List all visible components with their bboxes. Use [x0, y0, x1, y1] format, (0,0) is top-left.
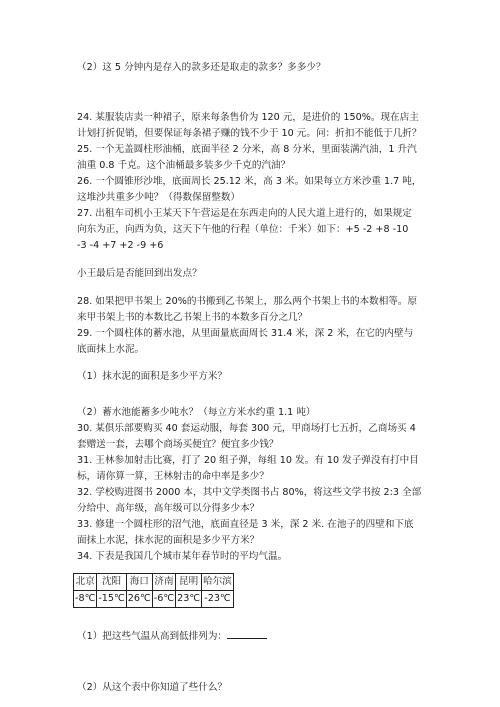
q26-line1: 26. 一个圆锥形沙堆，底面周长 25.12 米，高 3 米。如果每立方米沙重 1.7 吨，	[77, 176, 422, 187]
table-cell-city: 北京	[74, 574, 97, 591]
table-row-cities	[74, 574, 234, 591]
table-cell-temp: 23℃	[176, 591, 202, 608]
city-temperature-table	[73, 573, 234, 608]
q34-part1-text: （1）把这些气温从高到低排列为：	[77, 631, 228, 642]
table-row-temps	[74, 591, 234, 608]
table-cell-city: 哈尔滨	[202, 574, 234, 591]
q25-line1: 25. 一个无盖圆柱形油桶，底面半径 2 分米，高 8 分米，里面装满汽油，1 升汽	[77, 144, 417, 155]
q30-line1: 30. 某俱乐部要购买 40 套运动服，每套 300 元，甲商场打七五折，乙商场买 4	[77, 423, 416, 434]
table-cell-city: 海口	[126, 574, 152, 591]
q29-part2: （2）蓄水池能蓄多少吨水？（每立方米水约重 1.1 吨）	[77, 407, 316, 418]
q32-line2: 分给中、高年级，高年级可以分得多少本？	[77, 503, 260, 514]
table-cell-temp: -23℃	[202, 591, 234, 608]
answer-blank[interactable]	[227, 627, 267, 639]
table-cell-city: 济南	[152, 574, 175, 591]
q27-line2: 向东为正，向西为负，这天下午他的行程（单位：千米）如下：+5 -2 +8 -10	[77, 224, 409, 235]
q27-line3: -3 -4 +7 +2 -9 +6	[77, 240, 164, 251]
q33-line1: 33. 修建一个圆柱形的沼气池，底面直径是 3 米，深 2 米. 在池子的四壁和下底	[77, 519, 414, 530]
q24-line2: 计划打折促销，但要保证每条裙子赚的钱不少于 10 元。问：折扣不能低于几折？	[77, 128, 422, 139]
q34-line1: 34. 下表是我国几个城市某年春节时的平均气温。	[77, 551, 288, 562]
q29-line1: 29. 一个圆柱体的蓄水池，从里面量底面周长 31.4 米，深 2 米，在它的内壁与	[77, 328, 414, 339]
q31-line1: 31. 王林参加射击比赛，打了 20 组子弹，每组 10 发。有 10 发子弹没有打中目	[77, 455, 419, 466]
q24-line1: 24. 某服装店卖一种裙子，原来每条售价为 120 元，是进价的 150%。现在店主	[77, 112, 419, 123]
table-cell-temp: -8℃	[74, 591, 97, 608]
q26-line2: 这堆沙共重多少吨？（得数保留整数）	[77, 192, 241, 203]
q28-line2: 来甲书架上书的本数比乙书架上书的本数多百分之几？	[77, 312, 308, 323]
table-cell-temp: -15℃	[97, 591, 126, 608]
q28-line1: 28. 如果把甲书架上 20%的书搬到乙书架上，那么两个书架上书的本数相等。原	[77, 296, 418, 307]
table-cell-temp: -6℃	[152, 591, 175, 608]
q23-part2-text: （2）这 5 分钟内是存入的款多还是取走的款多？多多少？	[77, 62, 326, 73]
q31-line2: 标，请你算一算，王林射击的命中率是多少？	[77, 471, 269, 482]
q29-line2: 底面抹上水泥。	[77, 344, 145, 355]
q27-line1: 27. 出租车司机小王某天下午营运是在东西走向的人民大道上进行的，如果规定	[77, 208, 412, 219]
q27-question: 小王最后是否能回到出发点？	[77, 268, 202, 279]
q33-line2: 面抹上水泥，抹水泥的面积是多少平方米？	[77, 535, 260, 546]
q25-line2: 油重 0.8 千克。这个油桶最多装多少千克的汽油？	[77, 160, 291, 171]
q32-line1: 32. 学校购进图书 2000 本，其中文学类图书占 80%，将这些文学书按 2:3 全部	[77, 487, 422, 498]
q34-part2: （2）从这个表中你知道了些什么？	[77, 682, 228, 693]
table-cell-city: 昆明	[176, 574, 202, 591]
table-cell-temp: 26℃	[126, 591, 152, 608]
q29-part1: （1）抹水泥的面积是多少平方米？	[77, 371, 228, 382]
q34-part1	[77, 627, 267, 645]
table-cell-city: 沈阳	[97, 574, 126, 591]
q30-line2: 套赠送一套，去哪个商场买便宜？便宜多少钱？	[77, 439, 279, 450]
